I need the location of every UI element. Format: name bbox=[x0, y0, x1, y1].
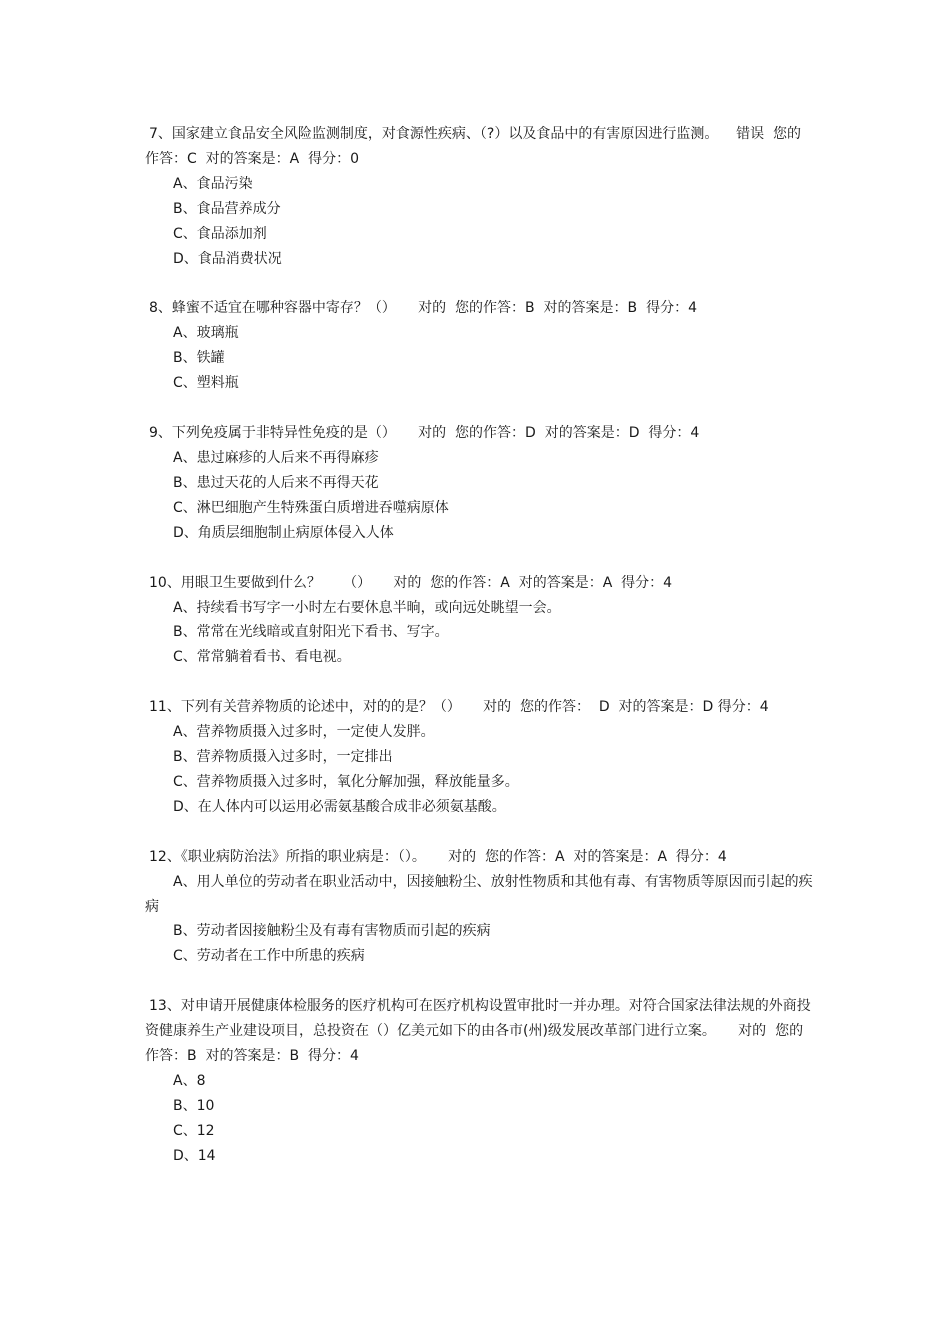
option-d: D、食品消费状况 bbox=[173, 250, 282, 267]
option-d: D、角质层细胞制止病原体侵入人体 bbox=[173, 524, 394, 541]
option-b: B、患过天花的人后来不再得天花 bbox=[173, 474, 379, 491]
option-c: C、劳动者在工作中所患的疾病 bbox=[173, 948, 365, 965]
question-stem: 7、国家建立食品安全风险监测制度，对食源性疾病、（?）以及食品中的有害原因进行监测。 错误 您的作答：C 对的答案是：A 得分：0 bbox=[145, 126, 802, 167]
option-a: A、食品污染 bbox=[173, 175, 253, 192]
option-c: C、12 bbox=[173, 1122, 215, 1139]
question-stem: 12、《职业病防治法》所指的职业病是：（）。 对的 您的作答：A 对的答案是：A 得分：4 bbox=[149, 848, 727, 865]
question-stem: 9、下列免疫属于非特异性免疫的是（） 对的 您的作答：D 对的答案是：D 得分：4 bbox=[149, 425, 700, 442]
question-10 bbox=[145, 571, 813, 671]
option-c: C、淋巴细胞产生特殊蛋白质增进吞噬病原体 bbox=[173, 499, 449, 516]
question-stem: 13、对申请开展健康体检服务的医疗机构可在医疗机构设置审批时一并办理。对符合国家法律法规的外商投资健康养生产业建设项目，总投资在（）亿美元如下的由各市(州)级发展改革部门进行立案。 对的 您的作答：B 对的答案是：B 得分：4 bbox=[145, 998, 811, 1065]
option-a: A、持续看书写字一小时左右要休息半晌，或向远处眺望一会。 bbox=[173, 599, 561, 616]
question-13 bbox=[145, 994, 813, 1168]
question-stem: 8、蜂蜜不适宜在哪种容器中寄存？（） 对的 您的作答：B 对的答案是：B 得分：4 bbox=[149, 300, 697, 317]
question-7 bbox=[145, 122, 813, 271]
option-c: C、营养物质摄入过多时，氧化分解加强，释放能量多。 bbox=[173, 773, 519, 790]
question-stem: 11、下列有关营养物质的论述中，对的的是？（） 对的 您的作答： D 对的答案是：D 得分：4 bbox=[149, 699, 769, 716]
option-c: C、常常躺着看书、看电视。 bbox=[173, 649, 351, 666]
option-b: B、食品营养成分 bbox=[173, 200, 281, 217]
question-stem: 10、用眼卫生要做到什么？ （） 对的 您的作答：A 对的答案是：A 得分：4 bbox=[149, 574, 673, 591]
option-b: B、常常在光线暗或直射阳光下看书、写字。 bbox=[173, 624, 449, 641]
option-c: C、塑料瓶 bbox=[173, 375, 239, 392]
option-a: A、患过麻疹的人后来不再得麻疹 bbox=[173, 449, 379, 466]
question-8 bbox=[145, 296, 813, 396]
option-d: D、14 bbox=[173, 1147, 216, 1164]
option-a: A、8 bbox=[173, 1073, 206, 1089]
option-b: B、劳动者因接触粉尘及有毒有害物质而引起的疾病 bbox=[173, 923, 491, 940]
option-b: B、营养物质摄入过多时，一定排出 bbox=[173, 749, 393, 766]
option-a: A、玻璃瓶 bbox=[173, 325, 239, 342]
document-page bbox=[145, 122, 813, 1194]
option-c: C、食品添加剂 bbox=[173, 225, 267, 242]
option-a: A、用人单位的劳动者在职业活动中，因接触粉尘、放射性物质和其他有毒、有害物质等原因而引起的疾病 bbox=[145, 873, 813, 915]
question-12 bbox=[145, 845, 813, 970]
option-b: B、铁罐 bbox=[173, 350, 225, 367]
option-b: B、10 bbox=[173, 1097, 215, 1114]
question-11 bbox=[145, 695, 813, 820]
question-9 bbox=[145, 421, 813, 546]
option-d: D、在人体内可以运用必需氨基酸合成非必须氨基酸。 bbox=[173, 798, 506, 815]
option-a: A、营养物质摄入过多时，一定使人发胖。 bbox=[173, 724, 435, 741]
